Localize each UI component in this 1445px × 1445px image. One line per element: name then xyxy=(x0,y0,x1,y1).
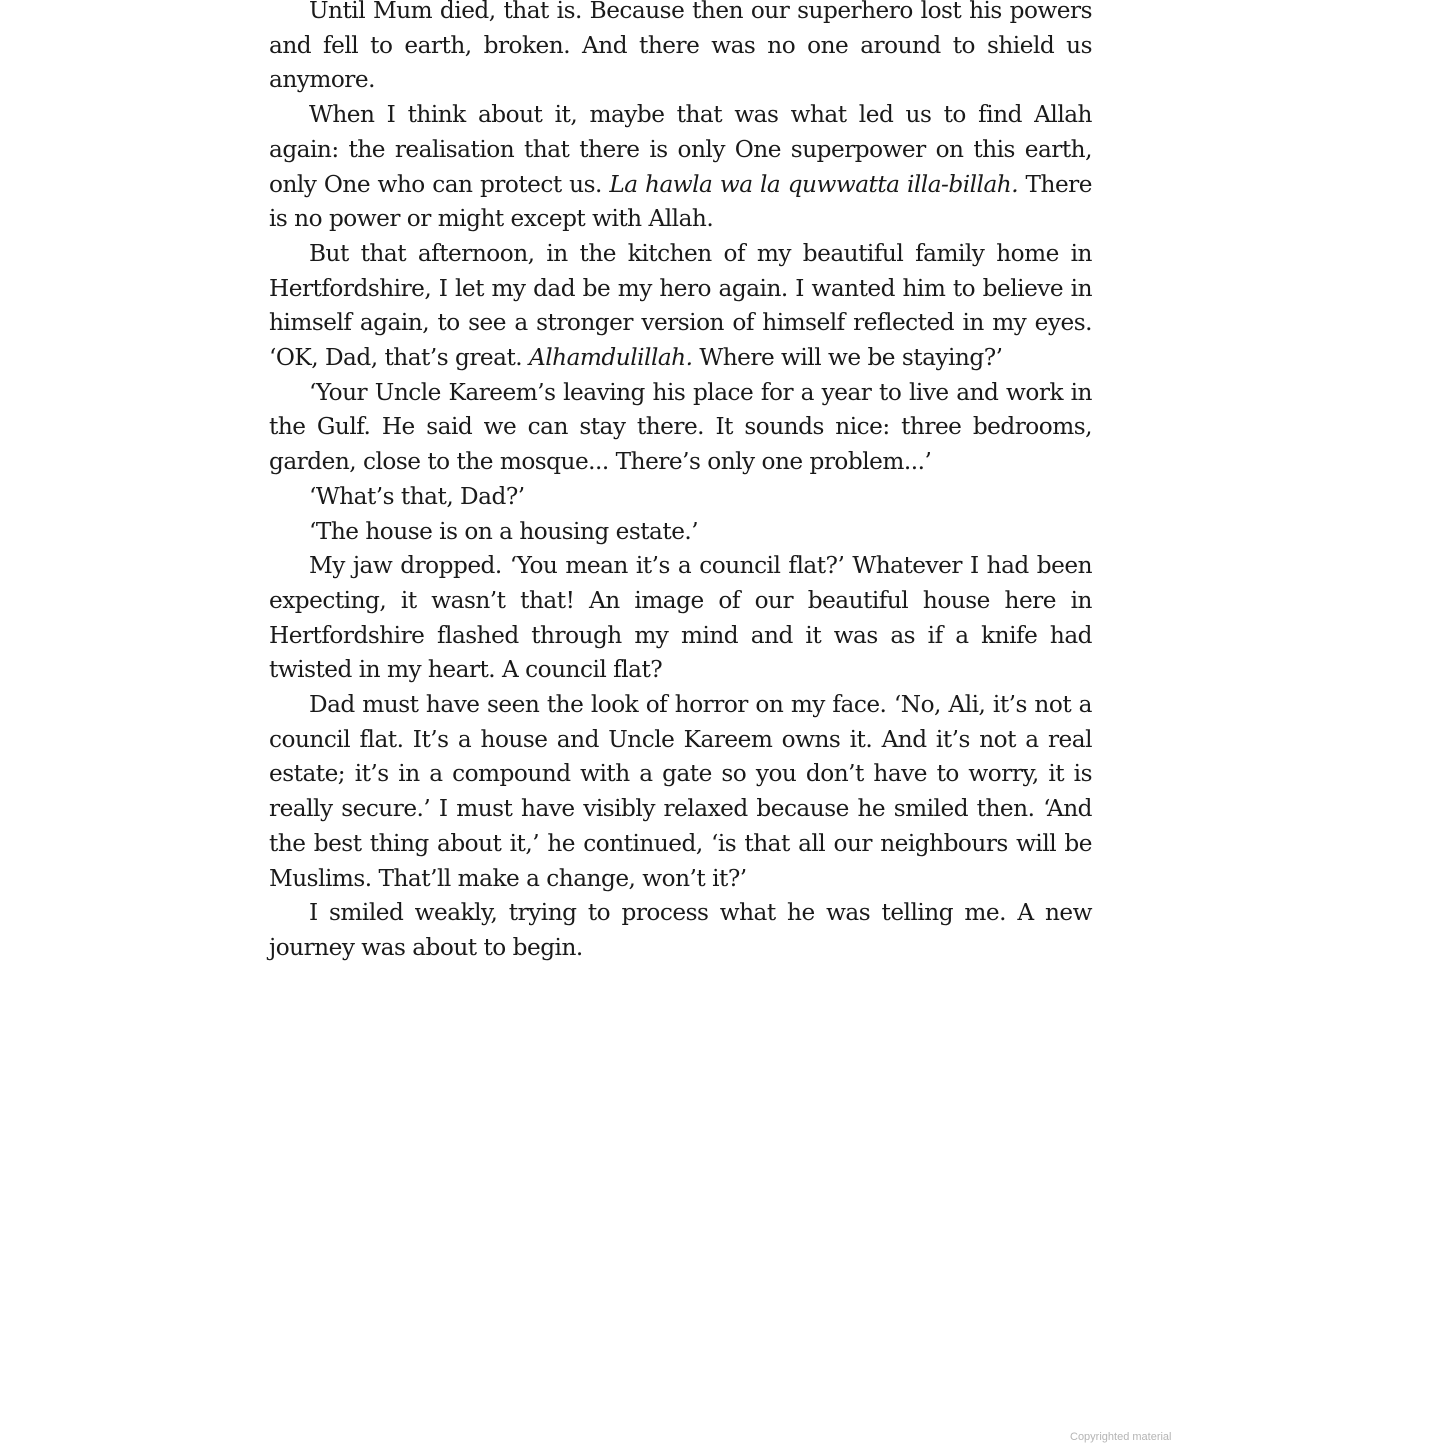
paragraph-text: Until Mum died, that is. Because then our superhero lost his powers and fell to earth, broken. And there was no one around to shield us anymore. xyxy=(269,0,1092,94)
paragraph xyxy=(269,515,1092,550)
paragraph xyxy=(269,98,1092,237)
paragraph-text: ‘What’s that, Dad?’ xyxy=(309,482,525,510)
copyright-watermark: Copyrighted material xyxy=(1070,1431,1172,1443)
paragraph xyxy=(269,480,1092,515)
paragraph-text: I smiled weakly, trying to process what he was telling me. A new journey was about to begin. xyxy=(269,899,1092,961)
paragraph xyxy=(269,688,1092,896)
paragraph xyxy=(269,549,1092,688)
paragraph xyxy=(269,376,1092,480)
italic-phrase: Alhamdulillah. xyxy=(529,344,693,372)
paragraph xyxy=(269,896,1092,965)
italic-phrase: La hawla wa la quwwatta illa-billah. xyxy=(609,170,1019,198)
paragraph-text: ‘The house is on a housing estate.’ xyxy=(309,517,699,545)
paragraph-text: My jaw dropped. ‘You mean it’s a council flat?’ Whatever I had been expecting, it wasn’t that! An image of our beautiful house here in Hertfordshire flashed through my mind and it was as if a knife had twisted in my heart. A council flat? xyxy=(269,552,1092,684)
paragraph xyxy=(269,0,1092,98)
paragraph-text: But that afternoon, in the kitchen of my beautiful family home in Hertfordshire, I let my dad be my hero again. I wanted him to believe in himself again, to see a stronger version of himself reflected in my eyes. ‘OK, Dad, that’s great. xyxy=(269,239,1092,372)
book-page-body xyxy=(269,0,1092,966)
paragraph-text: There is no power or might except with Allah. xyxy=(269,170,1092,233)
paragraph xyxy=(269,237,1092,376)
paragraph-text: Dad must have seen the look of horror on my face. ‘No, Ali, it’s not a council flat. It’s a house and Uncle Kareem owns it. And it’s not a real estate; it’s in a compound with a gate so you don’t have to worry, it is really secure.’ I must have visibly relaxed because he smiled then. ‘And the best thing about it,’ he continued, ‘is that all our neighbours will be Muslims. That’ll make a change, won’t it?’ xyxy=(269,691,1092,892)
paragraph-text: Where will we be staying?’ xyxy=(692,344,1003,372)
paragraph-text: When I think about it, maybe that was what led us to find Allah again: the realisation that there is only One superpower on this earth, only One who can protect us. xyxy=(269,101,1092,198)
paragraph-text: ‘Your Uncle Kareem’s leaving his place for a year to live and work in the Gulf. He said we can stay there. It sounds nice: three bedrooms, garden, close to the mosque... There’s only one problem...’ xyxy=(269,378,1092,476)
